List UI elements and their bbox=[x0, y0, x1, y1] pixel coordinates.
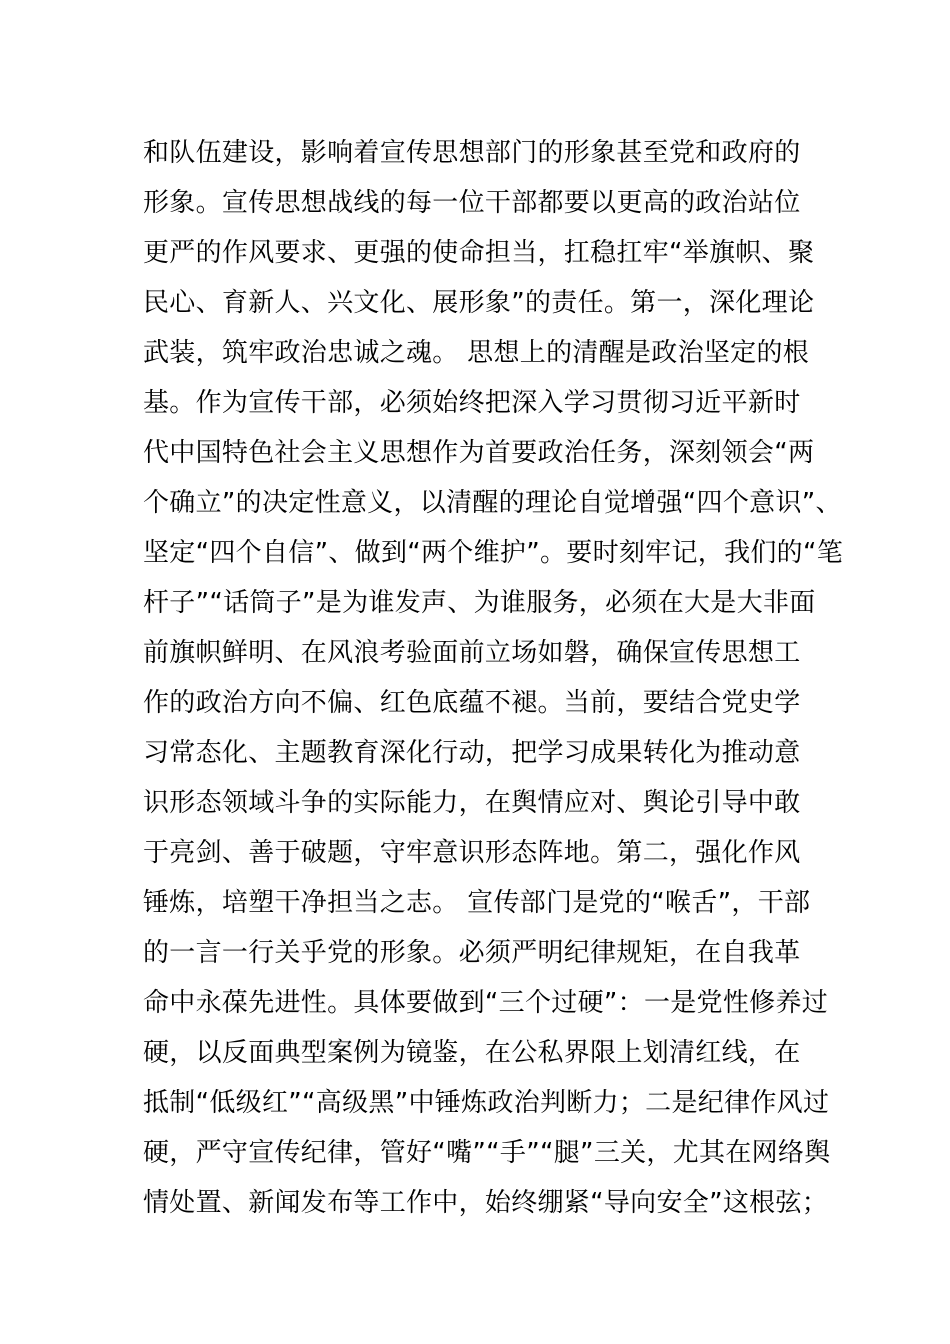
text-line: 代中国特色社会主义思想作为首要政治任务，深刻领会“两 bbox=[143, 438, 815, 468]
text-line: 武装，筑牢政治忠诚之魂。 思想上的清醒是政治坚定的根 bbox=[143, 338, 810, 368]
text-line: 于亮剑、善于破题，守牢意识形态阵地。第二，强化作风 bbox=[143, 838, 801, 868]
text-line: 民心、育新人、兴文化、展形象”的责任。第一，深化理论 bbox=[143, 288, 815, 318]
body-paragraph bbox=[143, 128, 844, 1228]
text-line: 杆子”“话筒子”是为谁发声、为谁服务，必须在大是大非面 bbox=[143, 588, 816, 618]
text-line: 抵制“低级红”“高级黑”中锤炼政治判断力；二是纪律作风过 bbox=[143, 1088, 830, 1118]
text-line: 识形态领域斗争的实际能力，在舆情应对、舆论引导中敢 bbox=[143, 788, 801, 818]
text-line: 前旗帜鲜明、在风浪考验面前立场如磐，确保宣传思想工 bbox=[143, 638, 801, 668]
text-line: 作的政治方向不偏、红色底蕴不褪。当前，要结合党史学 bbox=[143, 688, 801, 718]
text-line: 和队伍建设，影响着宣传思想部门的形象甚至党和政府的 bbox=[143, 138, 801, 168]
text-line: 情处置、新闻发布等工作中，始终绷紧“导向安全”这根弦； bbox=[143, 1188, 829, 1218]
text-line: 形象。宣传思想战线的每一位干部都要以更高的政治站位 bbox=[143, 188, 801, 218]
text-line: 锤炼，培塑干净担当之志。 宣传部门是党的“喉舌”，干部 bbox=[143, 888, 811, 918]
text-line: 习常态化、主题教育深化行动，把学习成果转化为推动意 bbox=[143, 738, 801, 768]
text-line: 的一言一行关乎党的形象。必须严明纪律规矩，在自我革 bbox=[143, 938, 801, 968]
text-line: 坚定“四个自信”、做到“两个维护”。要时刻牢记，我们的“笔 bbox=[143, 538, 844, 568]
text-line: 硬，以反面典型案例为镜鉴，在公私界限上划清红线，在 bbox=[143, 1038, 801, 1068]
text-line: 命中永葆先进性。具体要做到“三个过硬”：一是党性修养过 bbox=[143, 988, 829, 1018]
text-line: 个确立”的决定性意义，以清醒的理论自觉增强“四个意识”、 bbox=[143, 488, 842, 518]
text-line: 硬，严守宣传纪律，管好“嘴”“手”“腿”三关，尤其在网络舆 bbox=[143, 1138, 831, 1168]
text-line: 更严的作风要求、更强的使命担当，扛稳扛牢“举旗帜、聚 bbox=[143, 238, 815, 268]
text-line: 基。作为宣传干部，必须始终把深入学习贯彻习近平新时 bbox=[143, 388, 801, 418]
